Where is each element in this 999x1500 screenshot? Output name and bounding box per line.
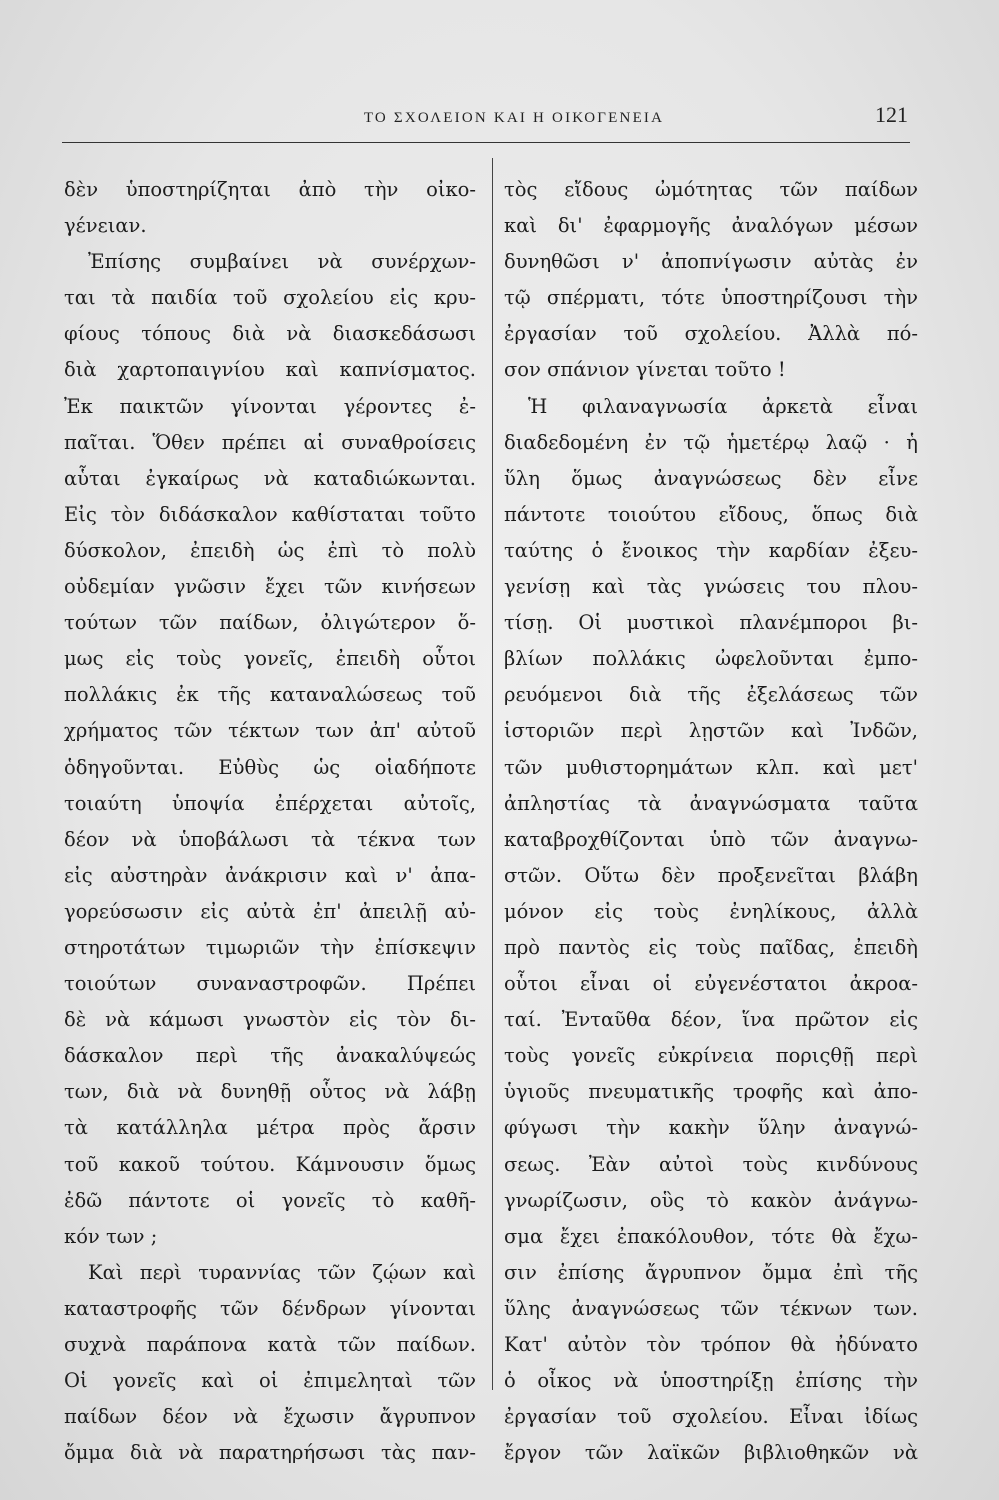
text-line: ρευόμενοι διὰ τῆς ἐξελάσεως τῶν: [504, 683, 918, 707]
text-line: των, διὰ νὰ δυνηθῇ οὗτος νὰ λάβῃ: [64, 1080, 476, 1104]
text-line: ἐργασίαν τοῦ σχολείου. Ἀλλὰ πό-: [504, 322, 918, 346]
text-line: σμα ἔχει ἐπακόλουθον, τότε θὰ ἔχω-: [504, 1224, 918, 1248]
text-line: στηροτάτων τιμωριῶν τὴν ἐπίσκεψιν: [64, 935, 476, 959]
text-line: παίδων δέον νὰ ἔχωσιν ἄγρυπνον: [64, 1405, 476, 1429]
page-number: 121: [875, 102, 908, 127]
text-line: φίους τόπους διὰ νὰ διασκεδάσωσι: [64, 322, 476, 346]
text-line: δέον νὰ ὑποβάλωσι τὰ τέκνα των: [64, 827, 476, 851]
text-line: ταύτης ὁ ἔνοικος τὴν καρδίαν ἐξευ-: [504, 538, 918, 562]
text-line: γένειαν.: [64, 214, 147, 238]
text-line: βλίων πολλάκις ὠφελοῦνται ἐμπο-: [504, 647, 918, 671]
text-line: παῖται. Ὅθεν πρέπει αἱ συναθροίσεις: [64, 430, 476, 454]
text-line: οὗτοι εἶναι οἱ εὐγενέστατοι ἀκροα-: [504, 972, 918, 996]
text-line: πολλάκις ἐκ τῆς καταναλώσεως τοῦ: [64, 683, 476, 707]
text-line: ὁδηγοῦνται. Εὐθὺς ὡς οἱαδήποτε: [64, 755, 476, 779]
text-line: Ἐπίσης συμβαίνει νὰ συνέρχων-: [88, 250, 476, 274]
text-line: μως εἰς τοὺς γονεῖς, ἐπειδὴ οὗτοι: [64, 647, 476, 671]
text-line: δυνηθῶσι ν' ἀποπνίγωσιν αὐτὰς ἐν: [504, 250, 918, 274]
text-line: γνωρίζωσιν, οὓς τὸ κακὸν ἀνάγνω-: [504, 1188, 918, 1212]
text-line: μόνον εἰς τοὺς ἐνηλίκους, ἀλλὰ: [504, 899, 918, 923]
text-line: ὕλη ὅμως ἀναγνώσεως δὲν εἶνε: [504, 466, 918, 490]
text-line: δύσκολον, ἐπειδὴ ὡς ἐπὶ τὸ πολὺ: [64, 538, 476, 562]
text-line: ὑγιοῦς πνευματικῆς τροφῆς καὶ ἀπο-: [504, 1080, 918, 1104]
text-line: διὰ χαρτοπαιγνίου καὶ καπνίσματος.: [64, 358, 476, 382]
text-line: Ἐκ παικτῶν γίνονται γέροντες ἐ-: [64, 394, 476, 418]
text-line: φύγωσι τὴν κακὴν ὕλην ἀναγνώ-: [504, 1116, 918, 1140]
text-line: τὸς εἴδους ὠμότητας τῶν παίδων: [504, 178, 918, 201]
text-line: δὲ νὰ κάμωσι γνωστὸν εἰς τὸν δι-: [64, 1008, 476, 1032]
text-line: τῷ σπέρματι, τότε ὑποστηρίζουσι τὴν: [504, 286, 918, 310]
text-line: καὶ δι' ἐφαρμογῆς ἀναλόγων μέσων: [504, 214, 918, 238]
text-line: οὐδεμίαν γνῶσιν ἔχει τῶν κινήσεων: [64, 575, 476, 599]
text-line: δάσκαλον περὶ τῆς ἀνακαλύψεώς: [64, 1044, 476, 1068]
text-line: τούτων τῶν παίδων, ὀλιγώτερον ὅ-: [64, 611, 476, 635]
text-line: διαδεδομένη ἐν τῷ ἡμετέρῳ λαῷ · ἡ: [504, 430, 918, 454]
text-line: εἰς αὐστηρὰν ἀνάκρισιν καὶ ν' ἀπα-: [64, 863, 476, 887]
text-line: τοιαύτη ὑποψία ἐπέρχεται αὐτοῖς,: [64, 791, 476, 815]
text-line: συχνὰ παράπονα κατὰ τῶν παίδων.: [64, 1333, 476, 1356]
text-line: σεως. Ἐὰν αὐτοὶ τοὺς κινδύνους: [504, 1152, 918, 1176]
column-divider: [492, 158, 493, 1390]
text-line: κόν των ;: [64, 1224, 158, 1248]
text-line: ἐδῶ πάντοτε οἱ γονεῖς τὸ καθῆ-: [64, 1188, 476, 1212]
right-column: [504, 172, 918, 1471]
text-line: ταί. Ἐνταῦθα δέον, ἵνα πρῶτον εἰς: [504, 1008, 918, 1032]
text-line: δὲν ὑποστηρίζηται ἀπὸ τὴν οἰκο-: [64, 178, 476, 201]
running-title: ΤΟ ΣΧΟΛΕΙΟΝ ΚΑΙ Η ΟΙΚΟΓΕΝΕΙΑ: [363, 110, 665, 126]
text-line: καταβροχθίζονται ὑπὸ τῶν ἀναγνω-: [504, 827, 918, 851]
text-line: στῶν. Οὕτω δὲν προξενεῖται βλάβη: [504, 863, 918, 887]
text-line: αὗται ἐγκαίρως νὰ καταδιώκωνται.: [64, 466, 476, 490]
text-line: τοιούτων συναναστροφῶν. Πρέπει: [64, 972, 476, 996]
text-line: τῶν μυθιστορημάτων κλπ. καὶ μετ': [504, 755, 918, 779]
text-line: ὁ οἶκος νὰ ὑποστηρίξῃ ἐπίσης τὴν: [504, 1369, 918, 1393]
text-line: Κατ' αὐτὸν τὸν τρόπον θὰ ἠδύνατο: [504, 1333, 918, 1356]
text-line: γορεύσωσιν εἰς αὐτὰ ἐπ' ἀπειλῇ αὐ-: [64, 899, 476, 923]
text-line: τὰ κατάλληλα μέτρα πρὸς ἄρσιν: [64, 1116, 476, 1140]
text-line: Οἱ γονεῖς καὶ οἱ ἐπιμεληταὶ τῶν: [64, 1369, 476, 1393]
text-line: χρήματος τῶν τέκτων των ἀπ' αὐτοῦ: [64, 719, 476, 743]
text-line: ὕλης ἀναγνώσεως τῶν τέκνων των.: [504, 1296, 918, 1320]
text-line: ὄμμα διὰ νὰ παρατηρήσωσι τὰς παν-: [64, 1441, 476, 1465]
text-line: τοὺς γονεῖς εὐκρίνεια ποριςθῇ περὶ: [504, 1044, 918, 1068]
text-line: σον σπάνιον γίνεται τοῦτο !: [504, 358, 786, 382]
text-line: τίσῃ. Οἱ μυστικοὶ πλανέμποροι βι-: [504, 611, 918, 635]
header-rule: [62, 142, 910, 143]
text-line: πρὸ παντὸς εἰς τοὺς παῖδας, ἐπειδὴ: [504, 935, 918, 959]
text-line: ἔργον τῶν λαϊκῶν βιβλιοθηκῶν νὰ: [504, 1441, 918, 1465]
text-line: ἱστοριῶν περὶ λῃστῶν καὶ Ἰνδῶν,: [504, 719, 918, 743]
text-line: τοῦ κακοῦ τούτου. Κάμνουσιν ὅμως: [64, 1152, 476, 1176]
text-line: ἐργασίαν τοῦ σχολείου. Εἶναι ἰδίως: [504, 1405, 918, 1429]
text-line: Εἰς τὸν διδάσκαλον καθίσταται τοῦτο: [64, 502, 476, 526]
text-line: καταστροφῆς τῶν δένδρων γίνονται: [64, 1296, 476, 1320]
text-line: Ἡ φιλαναγνωσία ἀρκετὰ εἶναι: [528, 394, 918, 418]
text-line: Καὶ περὶ τυραννίας τῶν ζῴων καὶ: [88, 1260, 476, 1284]
text-line: πάντοτε τοιούτου εἴδους, ὅπως διὰ: [504, 502, 918, 526]
text-line: ται τὰ παιδία τοῦ σχολείου εἰς κρυ-: [64, 286, 476, 310]
text-line: σιν ἐπίσης ἄγρυπνον ὄμμα ἐπὶ τῆς: [504, 1260, 918, 1284]
page-header: [62, 98, 910, 138]
text-line: γενίσῃ καὶ τὰς γνώσεις του πλου-: [504, 575, 918, 599]
text-line: ἀπληστίας τὰ ἀναγνώσματα ταῦτα: [504, 791, 918, 815]
left-column: [64, 172, 476, 1471]
